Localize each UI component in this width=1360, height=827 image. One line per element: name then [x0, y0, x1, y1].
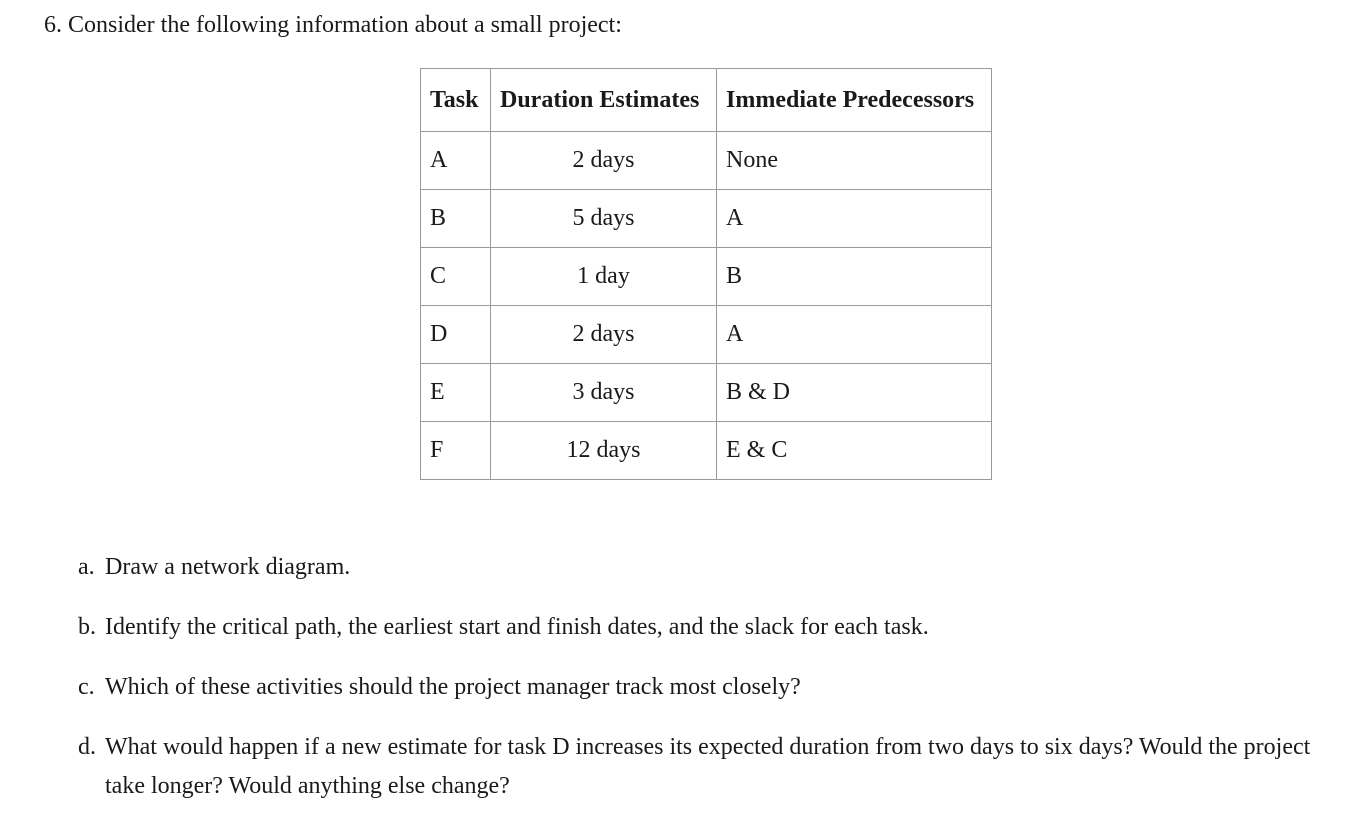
table-header-row: [421, 69, 992, 132]
task-cell: B: [421, 190, 491, 248]
task-cell: D: [421, 306, 491, 364]
task-cell: E: [421, 364, 491, 422]
sub-question-marker: d.: [78, 734, 96, 760]
table-row: [421, 422, 992, 480]
duration-cell: 2 days: [491, 132, 717, 190]
sub-question-c: [78, 668, 1348, 707]
table-row: [421, 248, 992, 306]
predecessors-cell: E & C: [717, 422, 992, 480]
predecessors-cell: B: [717, 248, 992, 306]
duration-cell: 1 day: [491, 248, 717, 306]
sub-question-a: [78, 548, 1348, 587]
sub-question-marker: b.: [78, 614, 96, 640]
predecessors-cell: B & D: [717, 364, 992, 422]
sub-question-list: [78, 548, 1348, 827]
sub-question-text: Which of these activities should the project manager track most closely?: [105, 674, 801, 700]
predecessors-cell: A: [717, 306, 992, 364]
duration-cell: 5 days: [491, 190, 717, 248]
question-heading: 6. Consider the following information about a small project:: [44, 12, 622, 38]
sub-question-d: [78, 728, 1348, 806]
header-duration: Duration Estimates: [491, 69, 717, 132]
duration-cell: 12 days: [491, 422, 717, 480]
table-row: [421, 190, 992, 248]
duration-cell: 2 days: [491, 306, 717, 364]
task-cell: A: [421, 132, 491, 190]
predecessors-cell: A: [717, 190, 992, 248]
table-row: [421, 306, 992, 364]
table-row: [421, 364, 992, 422]
header-predecessors: Immediate Predecessors: [717, 69, 992, 132]
table-row: [421, 132, 992, 190]
task-cell: C: [421, 248, 491, 306]
sub-question-marker: a.: [78, 554, 95, 580]
predecessors-cell: None: [717, 132, 992, 190]
sub-question-text: Draw a network diagram.: [105, 554, 351, 580]
header-task: Task: [421, 69, 491, 132]
duration-cell: 3 days: [491, 364, 717, 422]
sub-question-marker: c.: [78, 674, 95, 700]
task-table: [420, 68, 992, 480]
sub-question-b: [78, 608, 1348, 647]
sub-question-text: What would happen if a new estimate for task D increases its expected duration from two days to six days? Would the project take longer? Would anything else change?: [105, 734, 1311, 799]
task-cell: F: [421, 422, 491, 480]
sub-question-text: Identify the critical path, the earliest start and finish dates, and the slack for each task.: [105, 614, 929, 640]
